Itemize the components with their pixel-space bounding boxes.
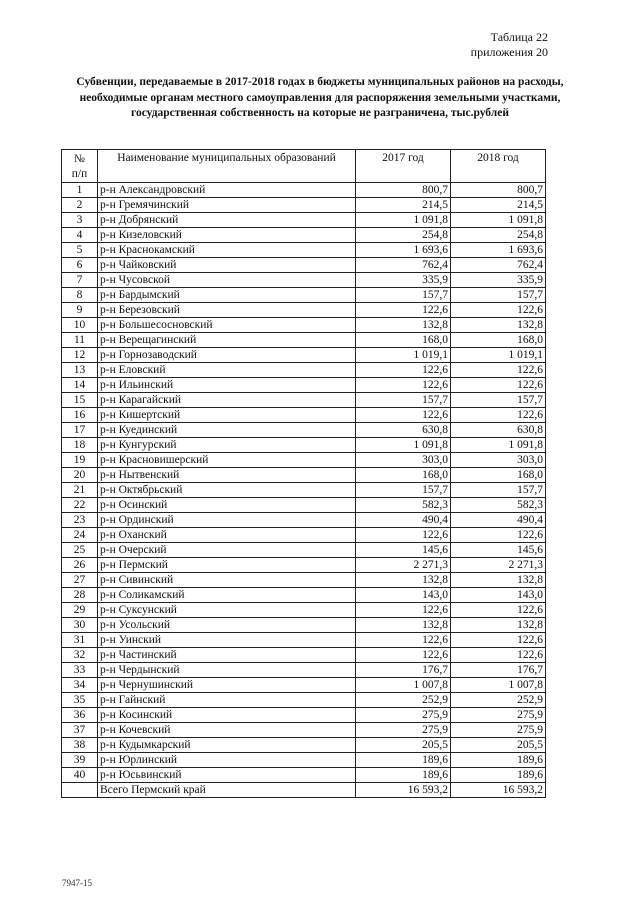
row-value-2018: 122,6	[451, 378, 546, 393]
table-row	[62, 558, 546, 573]
row-value-2018: 132,8	[451, 573, 546, 588]
row-value-2017: 168,0	[356, 468, 451, 483]
row-value-2017: 157,7	[356, 288, 451, 303]
row-number: 16	[62, 408, 98, 423]
row-district-name: р-н Суксунский	[98, 603, 356, 618]
row-district-name: р-н Чердынский	[98, 663, 356, 678]
row-value-2017: 189,6	[356, 753, 451, 768]
row-value-2017: 582,3	[356, 498, 451, 513]
row-number: 7	[62, 273, 98, 288]
table-row	[62, 618, 546, 633]
row-number: 8	[62, 288, 98, 303]
row-number: 29	[62, 603, 98, 618]
row-number: 27	[62, 573, 98, 588]
row-number: 15	[62, 393, 98, 408]
table-row	[62, 723, 546, 738]
table-row	[62, 348, 546, 363]
row-value-2018: 143,0	[451, 588, 546, 603]
row-value-2018: 132,8	[451, 618, 546, 633]
row-value-2018: 157,7	[451, 483, 546, 498]
row-value-2017: 168,0	[356, 333, 451, 348]
row-value-2018: 157,7	[451, 288, 546, 303]
row-district-name: р-н Куединский	[98, 423, 356, 438]
row-value-2018: 157,7	[451, 393, 546, 408]
row-number: 1	[62, 183, 98, 198]
row-value-2017: 122,6	[356, 633, 451, 648]
row-number: 19	[62, 453, 98, 468]
row-number: 31	[62, 633, 98, 648]
row-district-name: р-н Кизеловский	[98, 228, 356, 243]
row-number: 3	[62, 213, 98, 228]
row-value-2018: 132,8	[451, 318, 546, 333]
row-value-2017: 122,6	[356, 528, 451, 543]
row-district-name: р-н Бардымский	[98, 288, 356, 303]
row-number: 2	[62, 198, 98, 213]
row-district-name: р-н Пермский	[98, 558, 356, 573]
table-row	[62, 648, 546, 663]
row-district-name: р-н Осинский	[98, 498, 356, 513]
row-number: 28	[62, 588, 98, 603]
table-row	[62, 753, 546, 768]
row-value-2017: 214,5	[356, 198, 451, 213]
row-number: 11	[62, 333, 98, 348]
row-value-2017: 157,7	[356, 483, 451, 498]
row-number: 23	[62, 513, 98, 528]
total-label: Всего Пермский край	[98, 783, 356, 798]
row-district-name: р-н Косинский	[98, 708, 356, 723]
row-value-2018: 122,6	[451, 633, 546, 648]
total-row	[62, 783, 546, 798]
header-number-line2: п/п	[71, 168, 88, 180]
table-header-row	[62, 150, 546, 183]
row-value-2018: 122,6	[451, 603, 546, 618]
row-number: 35	[62, 693, 98, 708]
row-number: 20	[62, 468, 98, 483]
row-value-2017: 145,6	[356, 543, 451, 558]
row-district-name: р-н Нытвенский	[98, 468, 356, 483]
row-district-name: р-н Частинский	[98, 648, 356, 663]
table-row	[62, 333, 546, 348]
row-value-2017: 122,6	[356, 408, 451, 423]
row-number: 9	[62, 303, 98, 318]
table-row	[62, 303, 546, 318]
row-value-2018: 1 019,1	[451, 348, 546, 363]
row-value-2017: 157,7	[356, 393, 451, 408]
row-number: 32	[62, 648, 98, 663]
row-district-name: р-н Краснокамский	[98, 243, 356, 258]
row-number: 25	[62, 543, 98, 558]
row-value-2018: 490,4	[451, 513, 546, 528]
row-value-2017: 1 091,8	[356, 213, 451, 228]
table-row	[62, 243, 546, 258]
header-name: Наименование муниципальных образований	[98, 150, 356, 183]
row-number: 40	[62, 768, 98, 783]
row-number: 38	[62, 738, 98, 753]
table-row	[62, 573, 546, 588]
row-district-name: р-н Усольский	[98, 618, 356, 633]
row-number: 10	[62, 318, 98, 333]
row-district-name: р-н Гремячинский	[98, 198, 356, 213]
row-number: 39	[62, 753, 98, 768]
row-value-2017: 143,0	[356, 588, 451, 603]
row-value-2017: 1 007,8	[356, 678, 451, 693]
row-value-2018: 122,6	[451, 303, 546, 318]
row-value-2018: 800,7	[451, 183, 546, 198]
row-district-name: р-н Березовский	[98, 303, 356, 318]
row-district-name: р-н Кудымкарский	[98, 738, 356, 753]
row-value-2018: 122,6	[451, 648, 546, 663]
row-number: 12	[62, 348, 98, 363]
row-value-2018: 254,8	[451, 228, 546, 243]
row-district-name: р-н Еловский	[98, 363, 356, 378]
row-district-name: р-н Оханский	[98, 528, 356, 543]
row-value-2018: 303,0	[451, 453, 546, 468]
table-row	[62, 318, 546, 333]
row-value-2018: 189,6	[451, 753, 546, 768]
row-value-2017: 630,8	[356, 423, 451, 438]
table-row	[62, 663, 546, 678]
header-2017: 2017 год	[356, 150, 451, 183]
row-value-2018: 1 091,8	[451, 213, 546, 228]
row-value-2017: 2 271,3	[356, 558, 451, 573]
row-district-name: р-н Уинский	[98, 633, 356, 648]
total-value-2018: 16 593,2	[451, 783, 546, 798]
row-value-2017: 132,8	[356, 618, 451, 633]
row-district-name: р-н Гайнский	[98, 693, 356, 708]
row-district-name: р-н Юрлинский	[98, 753, 356, 768]
row-value-2017: 122,6	[356, 603, 451, 618]
row-value-2017: 132,8	[356, 573, 451, 588]
row-value-2018: 122,6	[451, 363, 546, 378]
row-district-name: р-н Добрянский	[98, 213, 356, 228]
row-value-2018: 205,5	[451, 738, 546, 753]
row-number: 5	[62, 243, 98, 258]
table-row	[62, 498, 546, 513]
total-number	[62, 783, 98, 798]
row-district-name: р-н Соликамский	[98, 588, 356, 603]
row-value-2017: 1 091,8	[356, 438, 451, 453]
row-number: 13	[62, 363, 98, 378]
table-row	[62, 708, 546, 723]
header-number	[62, 150, 98, 183]
row-value-2017: 122,6	[356, 378, 451, 393]
appendix-reference: приложения 20	[470, 45, 548, 59]
table-row	[62, 273, 546, 288]
row-number: 36	[62, 708, 98, 723]
subventions-table	[61, 149, 546, 798]
table-row	[62, 288, 546, 303]
row-number: 6	[62, 258, 98, 273]
row-number: 22	[62, 498, 98, 513]
row-district-name: р-н Кишертский	[98, 408, 356, 423]
table-row	[62, 183, 546, 198]
row-value-2017: 176,7	[356, 663, 451, 678]
row-value-2018: 762,4	[451, 258, 546, 273]
table-row	[62, 693, 546, 708]
row-value-2018: 145,6	[451, 543, 546, 558]
table-row	[62, 738, 546, 753]
row-district-name: р-н Сивинский	[98, 573, 356, 588]
table-row	[62, 513, 546, 528]
row-value-2018: 1 091,8	[451, 438, 546, 453]
table-row	[62, 258, 546, 273]
row-value-2018: 275,9	[451, 708, 546, 723]
row-value-2018: 335,9	[451, 273, 546, 288]
row-district-name: р-н Александровский	[98, 183, 356, 198]
row-value-2018: 168,0	[451, 333, 546, 348]
row-district-name: р-н Кунгурский	[98, 438, 356, 453]
header-2018: 2018 год	[451, 150, 546, 183]
row-value-2017: 252,9	[356, 693, 451, 708]
row-number: 18	[62, 438, 98, 453]
table-row	[62, 483, 546, 498]
table-body	[62, 183, 546, 798]
row-district-name: р-н Красновишерский	[98, 453, 356, 468]
row-value-2017: 275,9	[356, 723, 451, 738]
row-number: 30	[62, 618, 98, 633]
row-value-2017: 122,6	[356, 648, 451, 663]
row-value-2017: 303,0	[356, 453, 451, 468]
table-row	[62, 453, 546, 468]
row-value-2017: 1 019,1	[356, 348, 451, 363]
row-value-2017: 189,6	[356, 768, 451, 783]
table-row	[62, 363, 546, 378]
table-row	[62, 198, 546, 213]
row-district-name: р-н Чайковский	[98, 258, 356, 273]
row-value-2017: 762,4	[356, 258, 451, 273]
table-row	[62, 378, 546, 393]
row-value-2018: 176,7	[451, 663, 546, 678]
row-value-2018: 1 007,8	[451, 678, 546, 693]
row-number: 24	[62, 528, 98, 543]
row-district-name: р-н Горнозаводский	[98, 348, 356, 363]
row-value-2017: 800,7	[356, 183, 451, 198]
row-number: 37	[62, 723, 98, 738]
table-row	[62, 768, 546, 783]
table-row	[62, 228, 546, 243]
row-number: 14	[62, 378, 98, 393]
row-district-name: р-н Большесосновский	[98, 318, 356, 333]
row-value-2018: 582,3	[451, 498, 546, 513]
table-row	[62, 678, 546, 693]
row-value-2017: 275,9	[356, 708, 451, 723]
table-number: Таблица 22	[490, 30, 548, 44]
row-district-name: р-н Карагайский	[98, 393, 356, 408]
row-value-2017: 1 693,6	[356, 243, 451, 258]
table-row	[62, 588, 546, 603]
row-number: 26	[62, 558, 98, 573]
row-value-2018: 122,6	[451, 408, 546, 423]
table-row	[62, 633, 546, 648]
table-row	[62, 438, 546, 453]
row-value-2017: 490,4	[356, 513, 451, 528]
row-value-2018: 2 271,3	[451, 558, 546, 573]
row-number: 4	[62, 228, 98, 243]
total-value-2017: 16 593,2	[356, 783, 451, 798]
row-value-2018: 252,9	[451, 693, 546, 708]
row-value-2018: 168,0	[451, 468, 546, 483]
table-reference	[471, 30, 548, 60]
row-value-2018: 122,6	[451, 528, 546, 543]
table-row	[62, 393, 546, 408]
table-row	[62, 468, 546, 483]
table-row	[62, 423, 546, 438]
table-row	[62, 603, 546, 618]
header-number-line1: №	[74, 153, 85, 165]
row-district-name: р-н Кочевский	[98, 723, 356, 738]
row-value-2017: 122,6	[356, 303, 451, 318]
table-row	[62, 543, 546, 558]
row-value-2018: 275,9	[451, 723, 546, 738]
row-value-2017: 132,8	[356, 318, 451, 333]
row-district-name: р-н Очерский	[98, 543, 356, 558]
row-number: 21	[62, 483, 98, 498]
row-value-2017: 122,6	[356, 363, 451, 378]
document-code: 7947-15	[62, 878, 92, 888]
row-district-name: р-н Верещагинский	[98, 333, 356, 348]
row-value-2018: 214,5	[451, 198, 546, 213]
row-value-2017: 205,5	[356, 738, 451, 753]
row-value-2017: 335,9	[356, 273, 451, 288]
row-district-name: р-н Чернушинский	[98, 678, 356, 693]
table-row	[62, 408, 546, 423]
row-value-2018: 630,8	[451, 423, 546, 438]
row-value-2018: 189,6	[451, 768, 546, 783]
row-number: 17	[62, 423, 98, 438]
row-district-name: р-н Юсьвинский	[98, 768, 356, 783]
row-value-2017: 254,8	[356, 228, 451, 243]
row-district-name: р-н Ординский	[98, 513, 356, 528]
row-number: 33	[62, 663, 98, 678]
table-row	[62, 528, 546, 543]
document-title: Субвенции, передаваемые в 2017-2018 годах в бюджеты муниципальных районов на расходы, необходимые органам местного самоуправления для распоряжения земельными участками, государственная собственность на которые не разграничена, тыс.рублей	[76, 76, 564, 119]
row-number: 34	[62, 678, 98, 693]
row-district-name: р-н Ильинский	[98, 378, 356, 393]
table-row	[62, 213, 546, 228]
row-district-name: р-н Чусовской	[98, 273, 356, 288]
row-district-name: р-н Октябрьский	[98, 483, 356, 498]
row-value-2018: 1 693,6	[451, 243, 546, 258]
